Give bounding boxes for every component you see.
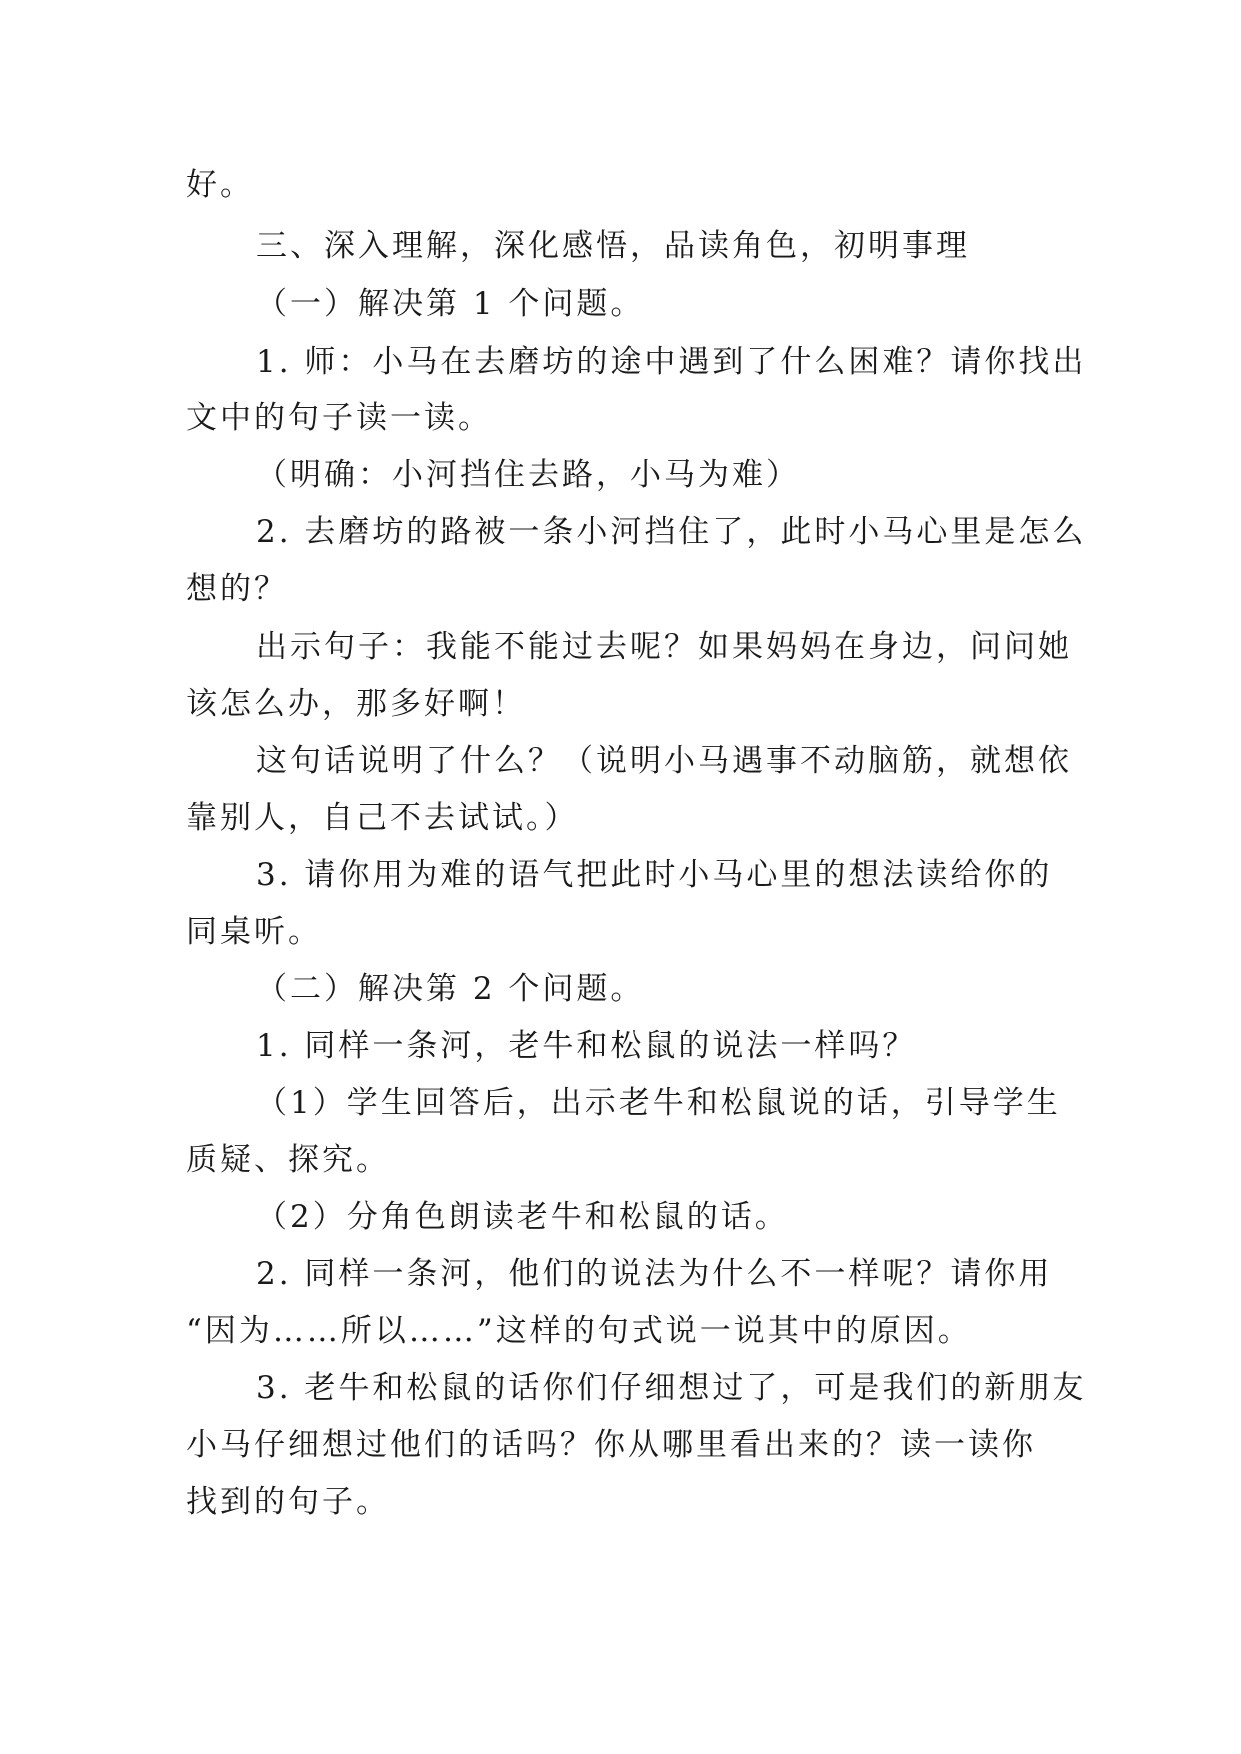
text-line: 2. 同样一条河，他们的说法为什么不一样呢？请你用 bbox=[256, 1256, 1053, 1292]
text-line: “因为……所以……”这样的句式说一说其中的原因。 bbox=[186, 1313, 972, 1349]
text-line: （2）分角色朗读老牛和松鼠的话。 bbox=[256, 1199, 789, 1235]
text-line: 这句话说明了什么？（说明小马遇事不动脑筋，就想依 bbox=[256, 743, 1072, 779]
text-line: 该怎么办，那多好啊！ bbox=[186, 686, 526, 722]
subsection-heading: （二）解决第 2 个问题。 bbox=[256, 971, 645, 1007]
text-line: 1. 师：小马在去磨坊的途中遇到了什么困难？请你找出 bbox=[256, 344, 1087, 380]
text-line: （明确：小河挡住去路，小马为难） bbox=[256, 457, 800, 493]
text-line: 出示句子：我能不能过去呢？如果妈妈在身边，问问她 bbox=[256, 629, 1072, 665]
text-line: 同桌听。 bbox=[186, 914, 322, 950]
text-line: 想的？ bbox=[186, 571, 288, 607]
text-line: 好。 bbox=[186, 167, 254, 203]
text-line: 质疑、探究。 bbox=[186, 1142, 390, 1178]
text-line: 3. 请你用为难的语气把此时小马心里的想法读给你的 bbox=[256, 857, 1053, 893]
text-line: 3. 老牛和松鼠的话你们仔细想过了，可是我们的新朋友 bbox=[256, 1370, 1087, 1406]
text-line: （1）学生回答后，出示老牛和松鼠说的话，引导学生 bbox=[256, 1085, 1061, 1121]
text-line: 文中的句子读一读。 bbox=[186, 400, 492, 436]
text-line: 找到的句子。 bbox=[186, 1484, 390, 1520]
text-line: 2. 去磨坊的路被一条小河挡住了，此时小马心里是怎么 bbox=[256, 514, 1087, 550]
subsection-heading: （一）解决第 1 个问题。 bbox=[256, 286, 645, 322]
text-line: 靠别人，自己不去试试。） bbox=[186, 800, 579, 836]
section-heading: 三、深入理解，深化感悟，品读角色，初明事理 bbox=[256, 228, 970, 264]
text-line: 1. 同样一条河，老牛和松鼠的说法一样吗？ bbox=[256, 1028, 917, 1064]
text-line: 小马仔细想过他们的话吗？你从哪里看出来的？读一读你 bbox=[186, 1427, 1036, 1463]
